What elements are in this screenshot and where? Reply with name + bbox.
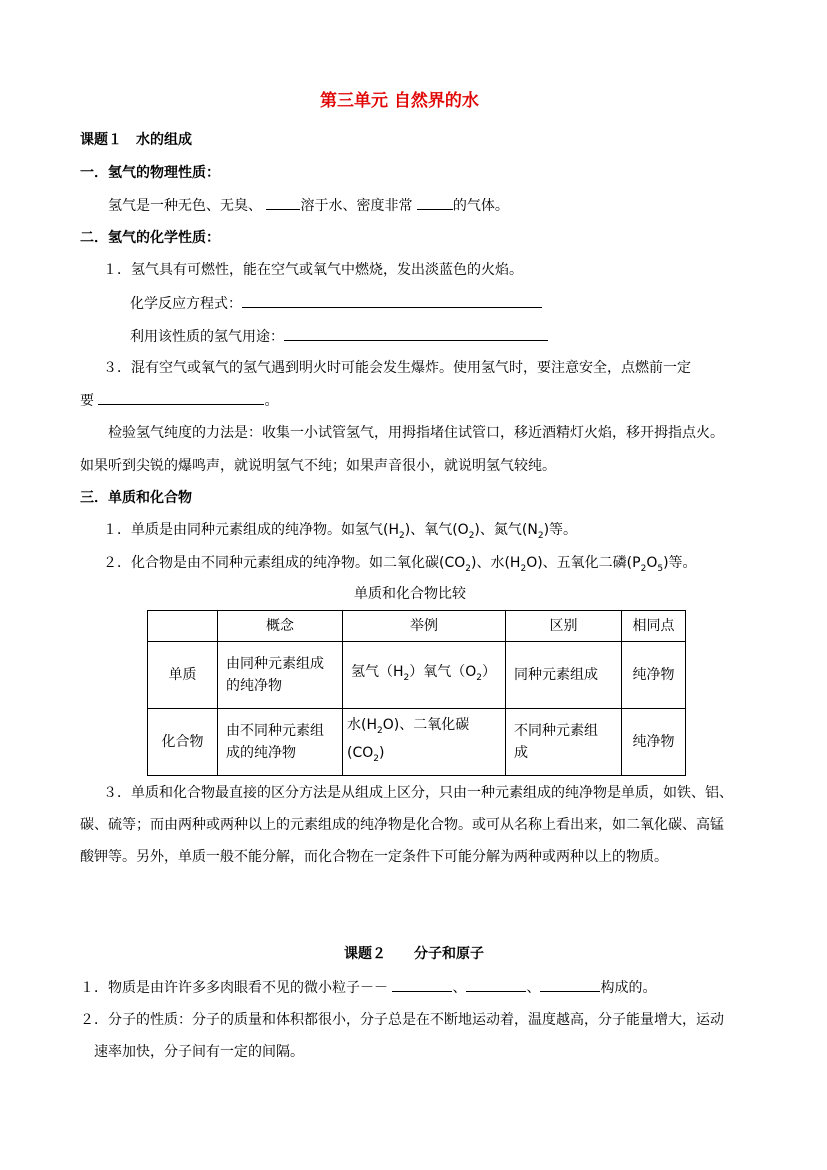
section3-heading: 三．单质和化合物 — [80, 490, 192, 506]
fill-blank[interactable] — [466, 977, 526, 992]
table-cell: 纯净物 — [622, 642, 686, 709]
text: 要 — [80, 393, 94, 409]
lesson2-item2-line1: ２．分子的性质：分子的质量和体积都很小，分子总是在不断地运动着，温度越高，分子能量增大，运动 — [80, 1012, 724, 1028]
text: O)、二氧化碳(CO — [347, 717, 470, 761]
text: )等。 — [663, 555, 697, 571]
table-cell — [148, 611, 218, 642]
table-cell — [506, 709, 622, 776]
table-row — [148, 709, 686, 776]
text: O — [646, 555, 658, 571]
comparison-table — [147, 610, 686, 776]
lesson2-item1 — [80, 977, 656, 998]
section3-item1 — [103, 520, 577, 546]
table-header-cell: 区别 — [506, 611, 622, 642]
lesson1-heading: 课题１ 水的组成 — [80, 132, 192, 148]
page-title: 第三单元 自然界的水 — [320, 91, 479, 111]
text: )等。 — [543, 522, 578, 538]
section3-item3-line2: 碳、硫等；而由两种或两种以上的元素组成的纯净物是化合物。或可从名称上看出来，如二氧化碳、高锰 — [80, 817, 724, 833]
table-header-row — [148, 611, 686, 642]
cell-line: 由同种元素组成 — [226, 656, 324, 672]
text: 氢气（H — [351, 664, 404, 681]
section2-heading: 二．氢气的化学性质： — [80, 230, 220, 246]
fill-blank[interactable] — [392, 977, 452, 992]
table-header-cell: 相同点 — [622, 611, 686, 642]
equation-blank[interactable] — [242, 293, 542, 308]
lesson2-heading: 课题２ 分子和原子 — [344, 946, 484, 962]
section3-item3-line3: 酸钾等。另外，单质一般不能分解，而化合物在一定条件下可能分解为两种或两种以上的物质。 — [80, 849, 668, 865]
text: )、氮气(N — [474, 522, 538, 538]
table-cell: 单质 — [148, 642, 218, 709]
cell-line: 的纯净物 — [226, 678, 282, 694]
text: １．物质是由许许多多肉眼看不见的微小粒子－－ — [80, 980, 388, 996]
table-header-cell: 概念 — [218, 611, 343, 642]
text: 、 — [452, 980, 467, 996]
text: ） — [482, 664, 497, 681]
subscript: 2 — [373, 753, 379, 764]
lesson2-item2-line2: 速率加快，分子间有一定的间隔。 — [94, 1044, 304, 1060]
section1-paragraph — [108, 195, 509, 216]
subscript: 2 — [468, 530, 475, 541]
fill-blank[interactable] — [417, 195, 453, 210]
equation-label: 化学反应方程式： — [130, 296, 242, 312]
table-cell: 纯净物 — [622, 709, 686, 776]
subscript: 2 — [377, 726, 383, 736]
subscript: 5 — [657, 563, 664, 574]
subscript: 2 — [537, 530, 544, 541]
fill-blank[interactable] — [266, 195, 300, 210]
cell-line: 成 — [514, 745, 528, 761]
text: 溶于水、密度非常 — [300, 198, 413, 214]
table-caption: 单质和化合物比较 — [354, 586, 466, 602]
cell-line: 成的纯净物 — [226, 745, 296, 761]
section3-item3-line1: ３．单质和化合物最直接的区分方法是从组成上区分，只由一种元素组成的纯净物是单质，如铁、铝、 — [103, 785, 733, 801]
section2-item1: １．氢气具有可燃性，能在空气或氧气中燃烧，发出淡蓝色的火焰。 — [103, 262, 523, 278]
purity-check-line1: 检验氢气纯度的力法是：收集一小试管氢气，用拇指堵住试管口，移近酒精灯火焰，移开拇指点火。 — [108, 425, 724, 441]
table-cell — [343, 709, 506, 776]
text: )、氧气(O — [404, 522, 469, 538]
use-line — [130, 326, 548, 347]
text: 水(H — [347, 717, 377, 734]
table-cell: 同种元素组成 — [506, 642, 622, 709]
equation-line — [130, 293, 542, 314]
table-row — [148, 642, 686, 709]
text: １．单质是由同种元素组成的纯净物。如氢气(H — [103, 522, 399, 538]
subscript: 2 — [476, 672, 483, 683]
text: 、 — [526, 980, 541, 996]
text: )、水(H — [471, 555, 521, 571]
table-cell — [218, 709, 343, 776]
section2-item3-cont — [80, 390, 278, 411]
subscript: 2 — [640, 563, 647, 574]
table-cell — [343, 642, 506, 709]
table-header-cell: 举例 — [343, 611, 506, 642]
subscript: 2 — [399, 530, 405, 541]
cell-line: 不同种元素组 — [514, 723, 598, 739]
text: 构成的。 — [600, 980, 657, 996]
use-blank[interactable] — [284, 326, 548, 341]
section2-item3: ３．混有空气或氧气的氢气遇到明火时可能会发生爆炸。使用氢气时，要注意安全，点燃前一定 — [103, 360, 691, 376]
text: 。 — [264, 393, 279, 409]
text: ２．化合物是由不同种元素组成的纯净物。如二氧化碳(CO — [103, 555, 466, 571]
text: O)、五氧化二磷(P — [526, 555, 641, 571]
text: ）氧气（O — [409, 664, 477, 681]
fill-blank[interactable] — [540, 977, 600, 992]
use-label: 利用该性质的氢气用途： — [130, 329, 284, 345]
subscript: 2 — [465, 563, 471, 574]
subscript: 2 — [520, 563, 527, 574]
text: 氢气是一种无色、无臭、 — [108, 198, 262, 214]
table-cell — [218, 642, 343, 709]
subscript: 2 — [403, 672, 410, 683]
text: 的气体。 — [452, 198, 509, 214]
section3-item2 — [103, 553, 697, 579]
section1-heading: 一．氢气的物理性质： — [80, 165, 220, 181]
fill-blank[interactable] — [98, 390, 264, 405]
cell-line: 由不同种元素组 — [226, 723, 324, 739]
table-cell: 化合物 — [148, 709, 218, 776]
purity-check-line2: 如果听到尖锐的爆鸣声，就说明氢气不纯；如果声音很小，就说明氢气较纯。 — [80, 458, 556, 474]
text: ) — [379, 745, 385, 761]
